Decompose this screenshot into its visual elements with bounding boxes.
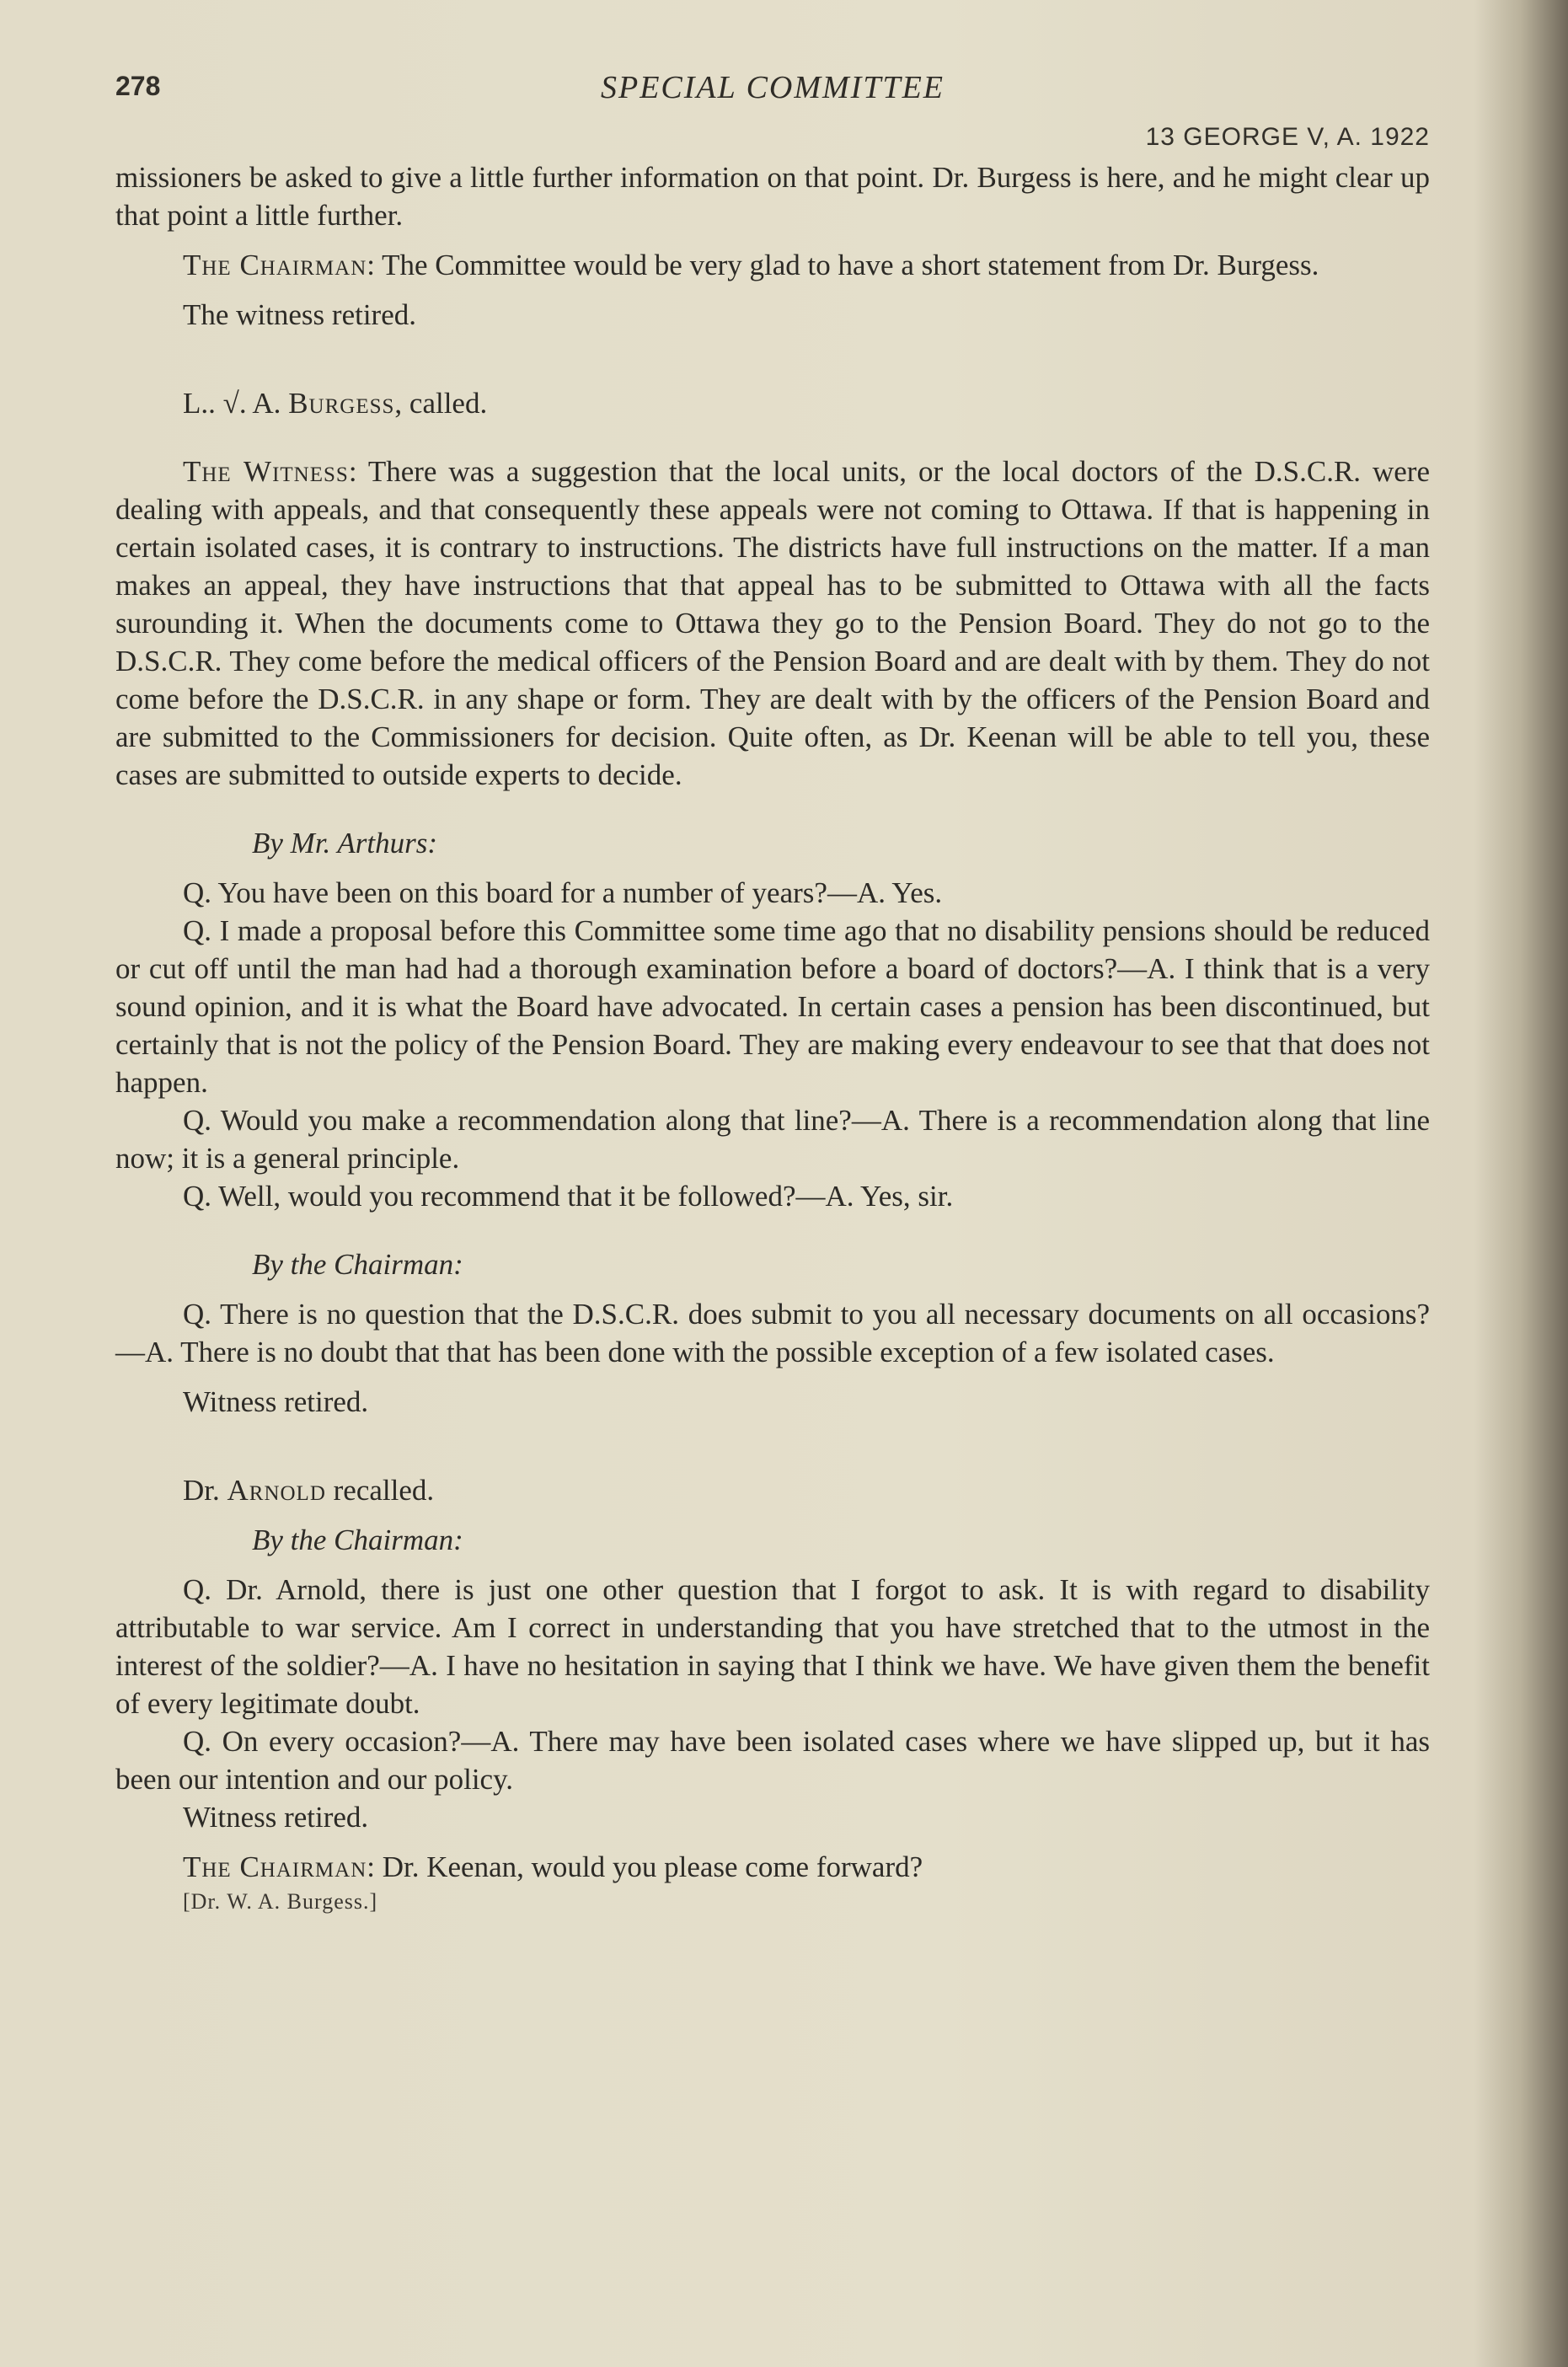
question-answer: Q. You have been on this board for a number of years?—A. Yes.: [183, 876, 943, 909]
speech-text: : There was a suggestion that the local units, or the local doctors of the D.S.C.R. were dealing with appeals, and that consequently these appeals were not coming to Ottawa. If that is happening in certain isolated cases, it is contrary to instructions. The districts have full instructions on the matter. If a man makes an appeal, they have instructions that that appeal has to be submitted to Ottawa with all the facts surounding it. When the documents come to Ottawa they go to the Pension Board. They do not go to the D.S.C.R. They come before the medical officers of the Pension Board and are dealt with by them. They do not come before the D.S.C.R. in any shape or form. They are dealt with by the officers of the Pension Board and are submitted to the Commissioners for decision. Quite often, as Dr. Keenan will be able to tell you, these cases are submitted to outside experts to decide.: [115, 455, 1430, 791]
witness-prefix: L.. √. A.: [183, 387, 289, 420]
section-heading-arthurs: By Mr. Arthurs:: [252, 827, 438, 860]
witness-suffix: , called.: [394, 387, 488, 420]
witness-retired-note: Witness retired.: [183, 1385, 369, 1418]
question-answer: Q. I made a proposal before this Committee some time ago that no disability pensions should be reduced or cut off until the man had had a thorough examination before a board of doctors?—A. I think that is a very sound opinion, and it is what the Board have advocated. In certain cases a pension has been discontinued, but certainly that is not the policy of the Pension Board. They are making every endeavour to see that that does not happen.: [115, 914, 1430, 1099]
speech-text: : The Committee would be very glad to have a short statement from Dr. Burgess.: [367, 249, 1319, 281]
witness-retired-note: Witness retired.: [183, 1801, 369, 1834]
page-content: [115, 66, 1430, 1914]
question-answer: Q. Dr. Arnold, there is just one other question that I forgot to ask. It is with regard to disability attributable to war service. Am I correct in understanding that you have stretched that to the utmost in the interest of the soldier?—A. I have no hesitation in saying that I think we have. We have given them the benefit of every legitimate doubt.: [115, 1573, 1430, 1720]
section-heading-chairman: By the Chairman:: [252, 1248, 463, 1281]
witness-prefix: Dr.: [183, 1474, 227, 1507]
paragraph-continued: missioners be asked to give a little further information on that point. Dr. Burgess is here, and he might clear up that point a little further.: [115, 161, 1430, 232]
paragraph-chairman-statement: [115, 246, 1430, 284]
speech-text: : Dr. Keenan, would you please come forward?: [367, 1850, 923, 1883]
witness-recalled-line: [115, 1471, 1430, 1509]
question-answer: Q. Would you make a recommendation along that line?—A. There is a recommendation along that line now; it is a general principle.: [115, 1104, 1430, 1175]
page-header: [115, 66, 1430, 116]
witness-retired-note: The witness retired.: [183, 298, 416, 331]
session-line: 13 GEORGE V, A. 1922: [1145, 123, 1430, 151]
section-heading-chairman: By the Chairman:: [252, 1524, 463, 1556]
witness-suffix: recalled.: [325, 1474, 435, 1507]
witness-name: Arnold: [227, 1474, 326, 1507]
question-answer: Q. Well, would you recommend that it be followed?—A. Yes, sir.: [183, 1180, 954, 1213]
paragraph-chairman-request: [115, 1848, 1430, 1886]
question-answer: Q. On every occasion?—A. There may have been isolated cases where we have slipped up, but it has been our intention and our policy.: [115, 1725, 1430, 1796]
running-title: SPECIAL COMMITTEE: [600, 70, 945, 105]
witness-name: Burgess: [288, 387, 395, 420]
speaker-name: The Chairman: [183, 249, 367, 281]
question-answer: Q. There is no question that the D.S.C.R. does submit to you all necessary documents on all occasions?—A. There is no doubt that that has been done with the possible exception of a few isolated cases.: [115, 1298, 1430, 1368]
page-number: 278: [115, 71, 161, 101]
footer-witness-note: [Dr. W. A. Burgess.]: [183, 1889, 378, 1914]
witness-called-line: [115, 384, 1430, 422]
speaker-name: The Witness: [183, 455, 349, 488]
paragraph-witness-statement: [115, 453, 1430, 794]
speaker-name: The Chairman: [183, 1850, 367, 1883]
